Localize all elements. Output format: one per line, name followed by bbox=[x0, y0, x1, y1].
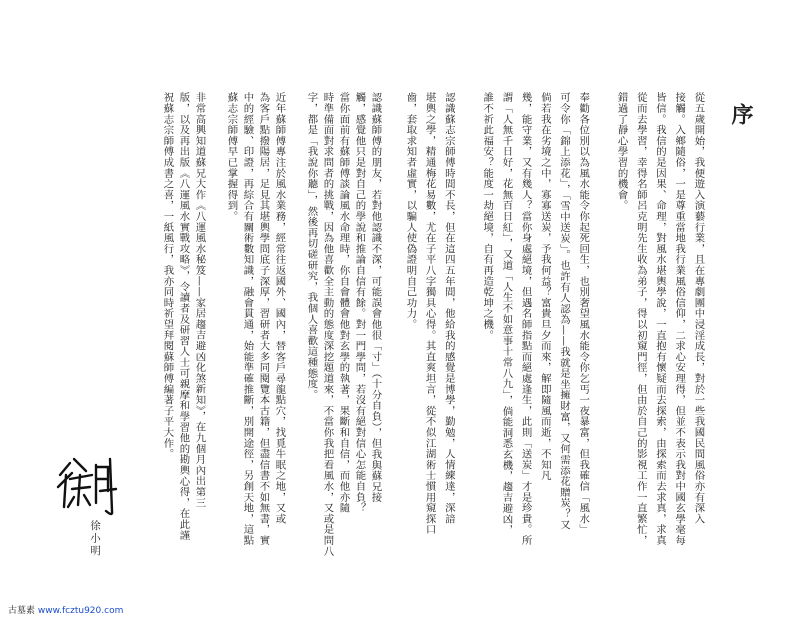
text-column: 齒，套取求知者虛實，以騙人使偽證明自己功力。 bbox=[404, 92, 417, 330]
text-column: 字，都是「我說你聽」，然後再切磋研究，我個人喜歡這種態度。 bbox=[305, 92, 318, 400]
text-column: 當你面前有蘇師傅談論風水命理時，你自會體會他對玄學的執著，果斷和自信，而他亦隨 bbox=[337, 92, 350, 514]
text-column: 誰不祈此福安？能度一劫絕境，自有再造乾坤之機。 bbox=[481, 92, 494, 341]
text-column: 近年蘇師傅專注於風水業務，經常往返國外、國內，替客戶尋龍點穴，找覓牛眠之地，又或 bbox=[273, 92, 286, 524]
text-column: 認識蘇師傅的朋友，若對他認識不深，可能誤會他很「寸」（十分自負），但我與蘇兄接 bbox=[369, 92, 382, 503]
text-column: 可令你「錦上添花」，「雪中送炭」。也許有人認為——我就是坐擁財富，又何需添花贈炭？又 bbox=[558, 92, 570, 530]
text-column: 認識蘇志宗師傅時間不長，但在這四五年間，他給我的感覺是博學，勤勉，人情練達，深諳 bbox=[442, 92, 455, 524]
text-column: 幾，能守業，又有幾人？當你身處絕境，但遇名師指點而絕處逢生，此則「送炭」才是珍貴。所 bbox=[519, 92, 532, 546]
text-column: 為客戶點撥陽居，足見其堪輿學問底子深厚，習研者大多同閱覽本古籍，但盡信書不如無書，實 bbox=[257, 92, 270, 546]
text-column: 堪輿之學，精通梅花易數，尤在子平八字獨具心得。其直爽坦言，從不似江湖術士慣用窺探口 bbox=[423, 92, 436, 535]
watermark-url: www.fcztu920.com bbox=[37, 606, 124, 616]
text-column: 從而去學習，幸得名師呂克明先生收為弟子，得以初窺門徑，但由於自己的影視工作一直繁忙， bbox=[634, 92, 647, 546]
text-column: 從五歲開始，我便遊入演藝行業，且在專劇團中浸淫成長，對於一些我國民間風俗亦有深入 bbox=[692, 92, 705, 524]
watermark-bar bbox=[0, 600, 793, 619]
text-column: 接觸。入鄉隨俗，一是尊重當地我行業風俗信仰，二求心安理得，但並不表示我對中國玄學毫每 bbox=[673, 92, 686, 546]
text-column: 錯過了靜心學習的機會。 bbox=[615, 92, 628, 211]
text-column: 倘若我在劣境之中，寡寡送炭，予我何益？富貴旦夕而來，解即隨風而逝，不知凡 bbox=[538, 92, 551, 481]
text-column: 奉勸各位別以為風水能令你起死回生，也別奢望風水能令你乞丐一夜暴富，但我確信「風水」 bbox=[577, 92, 590, 535]
text-column: 時準備面對求問者的挑戰，因為他喜歡全主動的態度深挖題道來，不當你我把看風水，又或是問八 bbox=[321, 92, 334, 557]
right-page bbox=[400, 0, 793, 600]
author-signature bbox=[52, 445, 124, 525]
text-column: 非常高興知道蘇兄大作《八運風水秘笈——家居趨吉避凶化煞新知》，在九個月內出第三 bbox=[193, 92, 206, 508]
preface-title: 序 bbox=[728, 103, 754, 125]
text-column: 觸，感覺他只是對自己的學說和推論自信有餘。對一門學問，若沒有絕對信心怎能自負？ bbox=[353, 92, 366, 514]
text-column: 中的經驗、印證，再綜合有關術數知識，融會貫通，始能準確推斷，別開途徑，另創天地，這點 bbox=[241, 92, 254, 546]
signature-scribble bbox=[52, 445, 124, 525]
text-column: 蘇志宗師傅早已掌握得到。 bbox=[225, 92, 238, 222]
author-name: 徐小明 bbox=[89, 520, 101, 558]
text-column: 皆信。我信的是因果、命理，對風水堪輿學說，一直抱有懷疑而去探索，由探索而去求真，求真 bbox=[654, 92, 666, 546]
text-column: 祝蘇志宗師傅成書之喜，一紙風行，我亦同時祈望拜閱蘇師傅編著子平大作。 bbox=[161, 92, 174, 460]
watermark-text bbox=[8, 603, 123, 616]
watermark-site-name: 古墓素 bbox=[8, 606, 36, 616]
text-column: 版，以及再出版《八運風水實戰攻略》，令讀者及研習人士可親摩和學習他的勘輿心得，在此謹 bbox=[177, 92, 190, 541]
text-column: 謂「人無千日好，花無百日紅」，又道「人生不如意事十常八九」，倘能洞悉玄機，趨吉避凶， bbox=[500, 92, 513, 536]
